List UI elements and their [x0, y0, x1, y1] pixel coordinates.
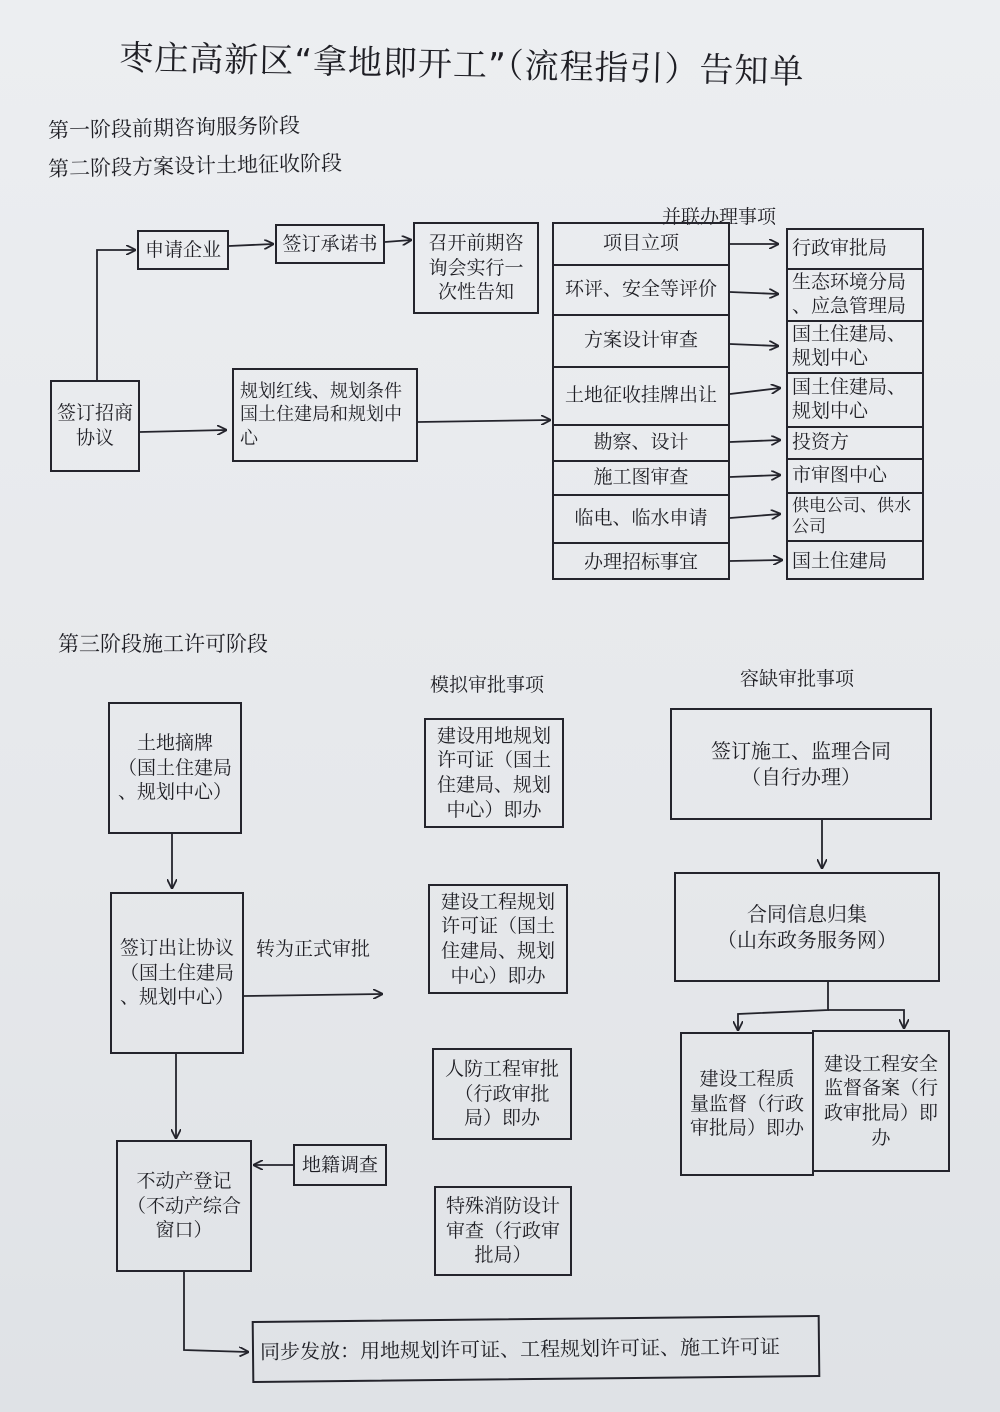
consult-meeting-box: 召开前期咨 询会实行一 次性告知: [413, 222, 539, 314]
arrow-item-dept: [730, 388, 780, 394]
parallel-item: 勘察、设计: [554, 426, 728, 462]
parallel-item: 施工图审查: [554, 462, 728, 496]
arrow-item-dept: [730, 440, 780, 442]
stage3-heading: 第三阶段施工许可阶段: [58, 632, 268, 656]
parallel-item: 办理招标事宜: [583, 551, 698, 574]
sim-fire-design-box: 特殊消防设计 审查（行政审 批局）: [434, 1186, 572, 1276]
parallel-dept: 生态环境分局 、应急管理局: [788, 270, 922, 322]
parallel-item: 环评、安全等评价: [554, 266, 728, 316]
land-listing-box: 土地摘牌 （国土住建局 、规划中心）: [108, 702, 242, 834]
arrow-apply-to-promise: [229, 244, 273, 246]
sign-promise-box: 签订承诺书: [275, 224, 385, 264]
line-registration-to-sync: [184, 1272, 248, 1352]
parallel-label: 并联办理事项: [662, 206, 777, 228]
parallel-dept: 行政审批局: [788, 230, 922, 270]
parallel-dept: 投资方: [788, 428, 922, 460]
simulated-label: 模拟审批事项: [430, 674, 545, 696]
parallel-item: 临电、临水申请: [554, 496, 728, 544]
arrow-item-dept: [730, 475, 780, 477]
line-info-split: [738, 982, 828, 1030]
contract-sign-box: 签订施工、监理合同 （自行办理）: [670, 708, 932, 820]
planning-redline-box: 规划红线、规划条件 国土住建局和规划中 心: [232, 368, 418, 462]
contract-info-box: 合同信息归集 （山东政务服务网）: [674, 872, 940, 982]
sign-agreement-box: 签订招商 协议: [50, 380, 140, 472]
sync-issuance-box: 同步发放：用地规划许可证、工程规划许可证、施工许可证: [252, 1315, 821, 1383]
line-info-split-right: [828, 1010, 904, 1028]
arrow-item-dept: [730, 344, 778, 346]
sim-civil-defense-box: 人防工程审批 （行政审批 局）即办: [432, 1048, 572, 1140]
cadastral-survey-box: 地籍调查: [293, 1144, 387, 1186]
quality-supervision-box: 建设工程质 量监督（行政 审批局）即办: [680, 1032, 814, 1176]
arrow-promise-to-meeting: [385, 240, 411, 242]
sim-engineering-permit-box: 建设工程规划 许可证（国土 住建局、规划 中心）即办: [428, 884, 568, 994]
parallel-item: 方案设计审查: [554, 316, 728, 368]
sim-land-planning-permit-box: 建设用地规划 许可证（国土 住建局、规划 中心）即办: [424, 718, 564, 828]
arrow-agreement-to-redline: [140, 430, 226, 432]
sign-transfer-box: 签订出让协议 （国土住建局 、规划中心）: [110, 892, 244, 1054]
parallel-dept: 市审图中心: [788, 460, 922, 494]
parallel-item: 项目立项: [554, 224, 728, 266]
tolerance-label: 容缺审批事项: [740, 668, 855, 690]
parallel-dept: 国土住建局、 规划中心: [788, 374, 922, 428]
convert-label: 转为正式审批: [256, 938, 371, 960]
parallel-dept: 供电公司、供水 公司: [788, 494, 922, 542]
arrow-transfer-to-approval: [244, 994, 382, 996]
parallel-item: 土地征收挂牌出让: [554, 368, 728, 426]
arrow-item-dept: [730, 514, 780, 518]
parallel-dept: 国土住建局: [792, 550, 888, 573]
page-title: 枣庄高新区“拿地即开工”（流程指引）告知单: [118, 37, 805, 93]
parallel-dept: 国土住建局、 规划中心: [788, 322, 922, 374]
arrow-item-dept: [730, 560, 782, 561]
property-registration-box: 不动产登记 （不动产综合 窗口）: [116, 1140, 252, 1272]
stage1-heading: 第一阶段前期咨询服务阶段: [47, 113, 301, 143]
stage2-heading: 第二阶段方案设计土地征收阶段: [47, 150, 343, 182]
arrow-item-dept: [730, 292, 778, 294]
arrow-agreement-to-apply: [97, 250, 135, 380]
safety-supervision-box: 建设工程安全 监督备案（行 政审批局）即办: [812, 1030, 950, 1172]
apply-company-box: 申请企业: [137, 230, 229, 270]
arrow-redline-to-items: [418, 420, 550, 422]
